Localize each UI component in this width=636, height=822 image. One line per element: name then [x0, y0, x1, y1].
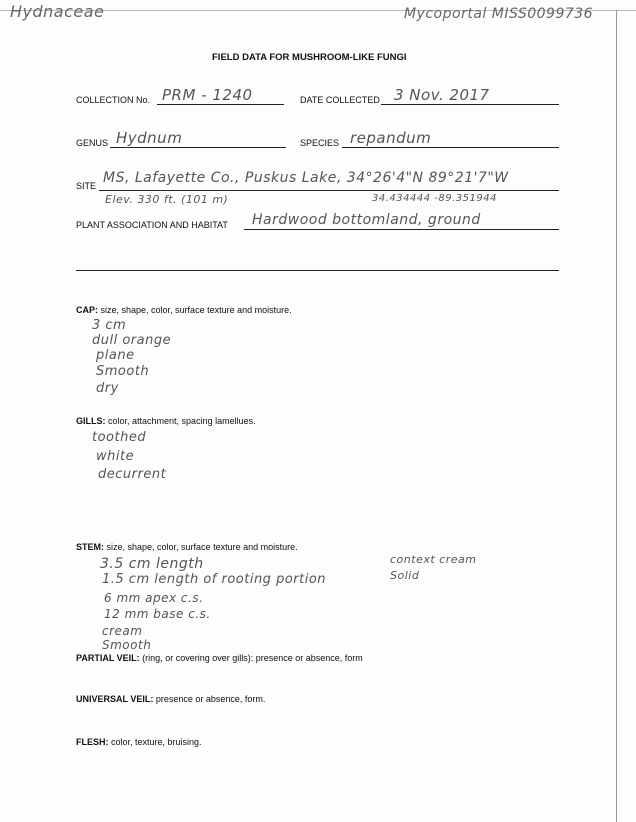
stem-note: 12 mm base c.s. — [104, 607, 211, 621]
genus-line — [110, 147, 286, 148]
flesh-heading: FLESH: — [76, 737, 109, 747]
gills-note: toothed — [92, 430, 147, 445]
cap-note: dull orange — [92, 333, 172, 348]
date-collected-line — [381, 104, 559, 105]
habitat-line — [244, 229, 559, 230]
partial-veil-heading: PARTIAL VEIL: — [76, 653, 140, 663]
collection-no-label: COLLECTION No. — [76, 95, 151, 105]
partial-veil-prompt: (ring, or covering over gills): presence or absence, form — [142, 653, 363, 663]
habitat-line-2 — [76, 270, 559, 271]
stem-side-note: context cream — [390, 553, 477, 566]
family-annotation: Hydnaceae — [10, 2, 105, 21]
species-value: repandum — [350, 129, 432, 147]
flesh-prompt: color, texture, bruising. — [111, 737, 202, 747]
flesh-section — [76, 737, 202, 747]
collection-no-line — [157, 104, 284, 105]
cap-note: 3 cm — [92, 318, 127, 333]
elevation-value: Elev. 330 ft. (101 m) — [105, 193, 229, 206]
date-collected-label: DATE COLLECTED — [300, 95, 380, 105]
stem-prompt: size, shape, color, surface texture and moisture. — [106, 542, 298, 552]
gills-prompt: color, attachment, spacing lamellues. — [108, 416, 256, 426]
species-label: SPECIES — [300, 138, 340, 148]
stem-note: 6 mm apex c.s. — [104, 591, 204, 605]
page-right-edge — [616, 10, 617, 822]
cap-prompt: size, shape, color, surface texture and moisture. — [100, 305, 292, 315]
habitat-value: Hardwood bottomland, ground — [252, 212, 481, 228]
universal-veil-heading: UNIVERSAL VEIL: — [76, 694, 154, 704]
collection-no-value: PRM - 1240 — [162, 86, 253, 104]
catalog-annotation: Mycoportal MISS0099736 — [404, 6, 594, 22]
form-title: FIELD DATA FOR MUSHROOM-LIKE FUNGI — [212, 52, 407, 63]
stem-note: Smooth — [102, 638, 152, 652]
site-line — [99, 190, 559, 191]
cap-note: Smooth — [96, 364, 150, 379]
cap-note: dry — [96, 381, 119, 396]
genus-label: GENUS — [76, 138, 109, 148]
site-label: SITE — [76, 181, 97, 191]
gills-heading: GILLS: — [76, 416, 106, 426]
universal-veil-section — [76, 694, 265, 704]
gills-note: white — [96, 449, 135, 464]
stem-section — [76, 542, 298, 552]
site-value: MS, Lafayette Co., Puskus Lake, 34°26'4"N 89°21'7"W — [103, 170, 509, 186]
date-collected-value: 3 Nov. 2017 — [394, 86, 490, 104]
universal-veil-prompt: presence or absence, form. — [155, 694, 266, 704]
gills-note: decurrent — [98, 467, 167, 482]
stem-note: 1.5 cm length of rooting portion — [102, 572, 327, 587]
habitat-label: PLANT ASSOCIATION AND HABITAT — [76, 220, 228, 230]
stem-heading: STEM: — [76, 542, 104, 552]
cap-heading: CAP: — [76, 305, 98, 315]
cap-note: plane — [96, 348, 135, 363]
genus-value: Hydnum — [116, 129, 183, 147]
cap-section — [76, 305, 292, 315]
species-line — [342, 147, 559, 148]
stem-side-note: Solid — [390, 569, 420, 582]
stem-note: cream — [102, 624, 143, 638]
gills-section — [76, 416, 256, 426]
decimal-coords-value: 34.434444 -89.351944 — [372, 193, 497, 204]
stem-note: 3.5 cm length — [100, 556, 204, 572]
partial-veil-section — [76, 653, 363, 663]
